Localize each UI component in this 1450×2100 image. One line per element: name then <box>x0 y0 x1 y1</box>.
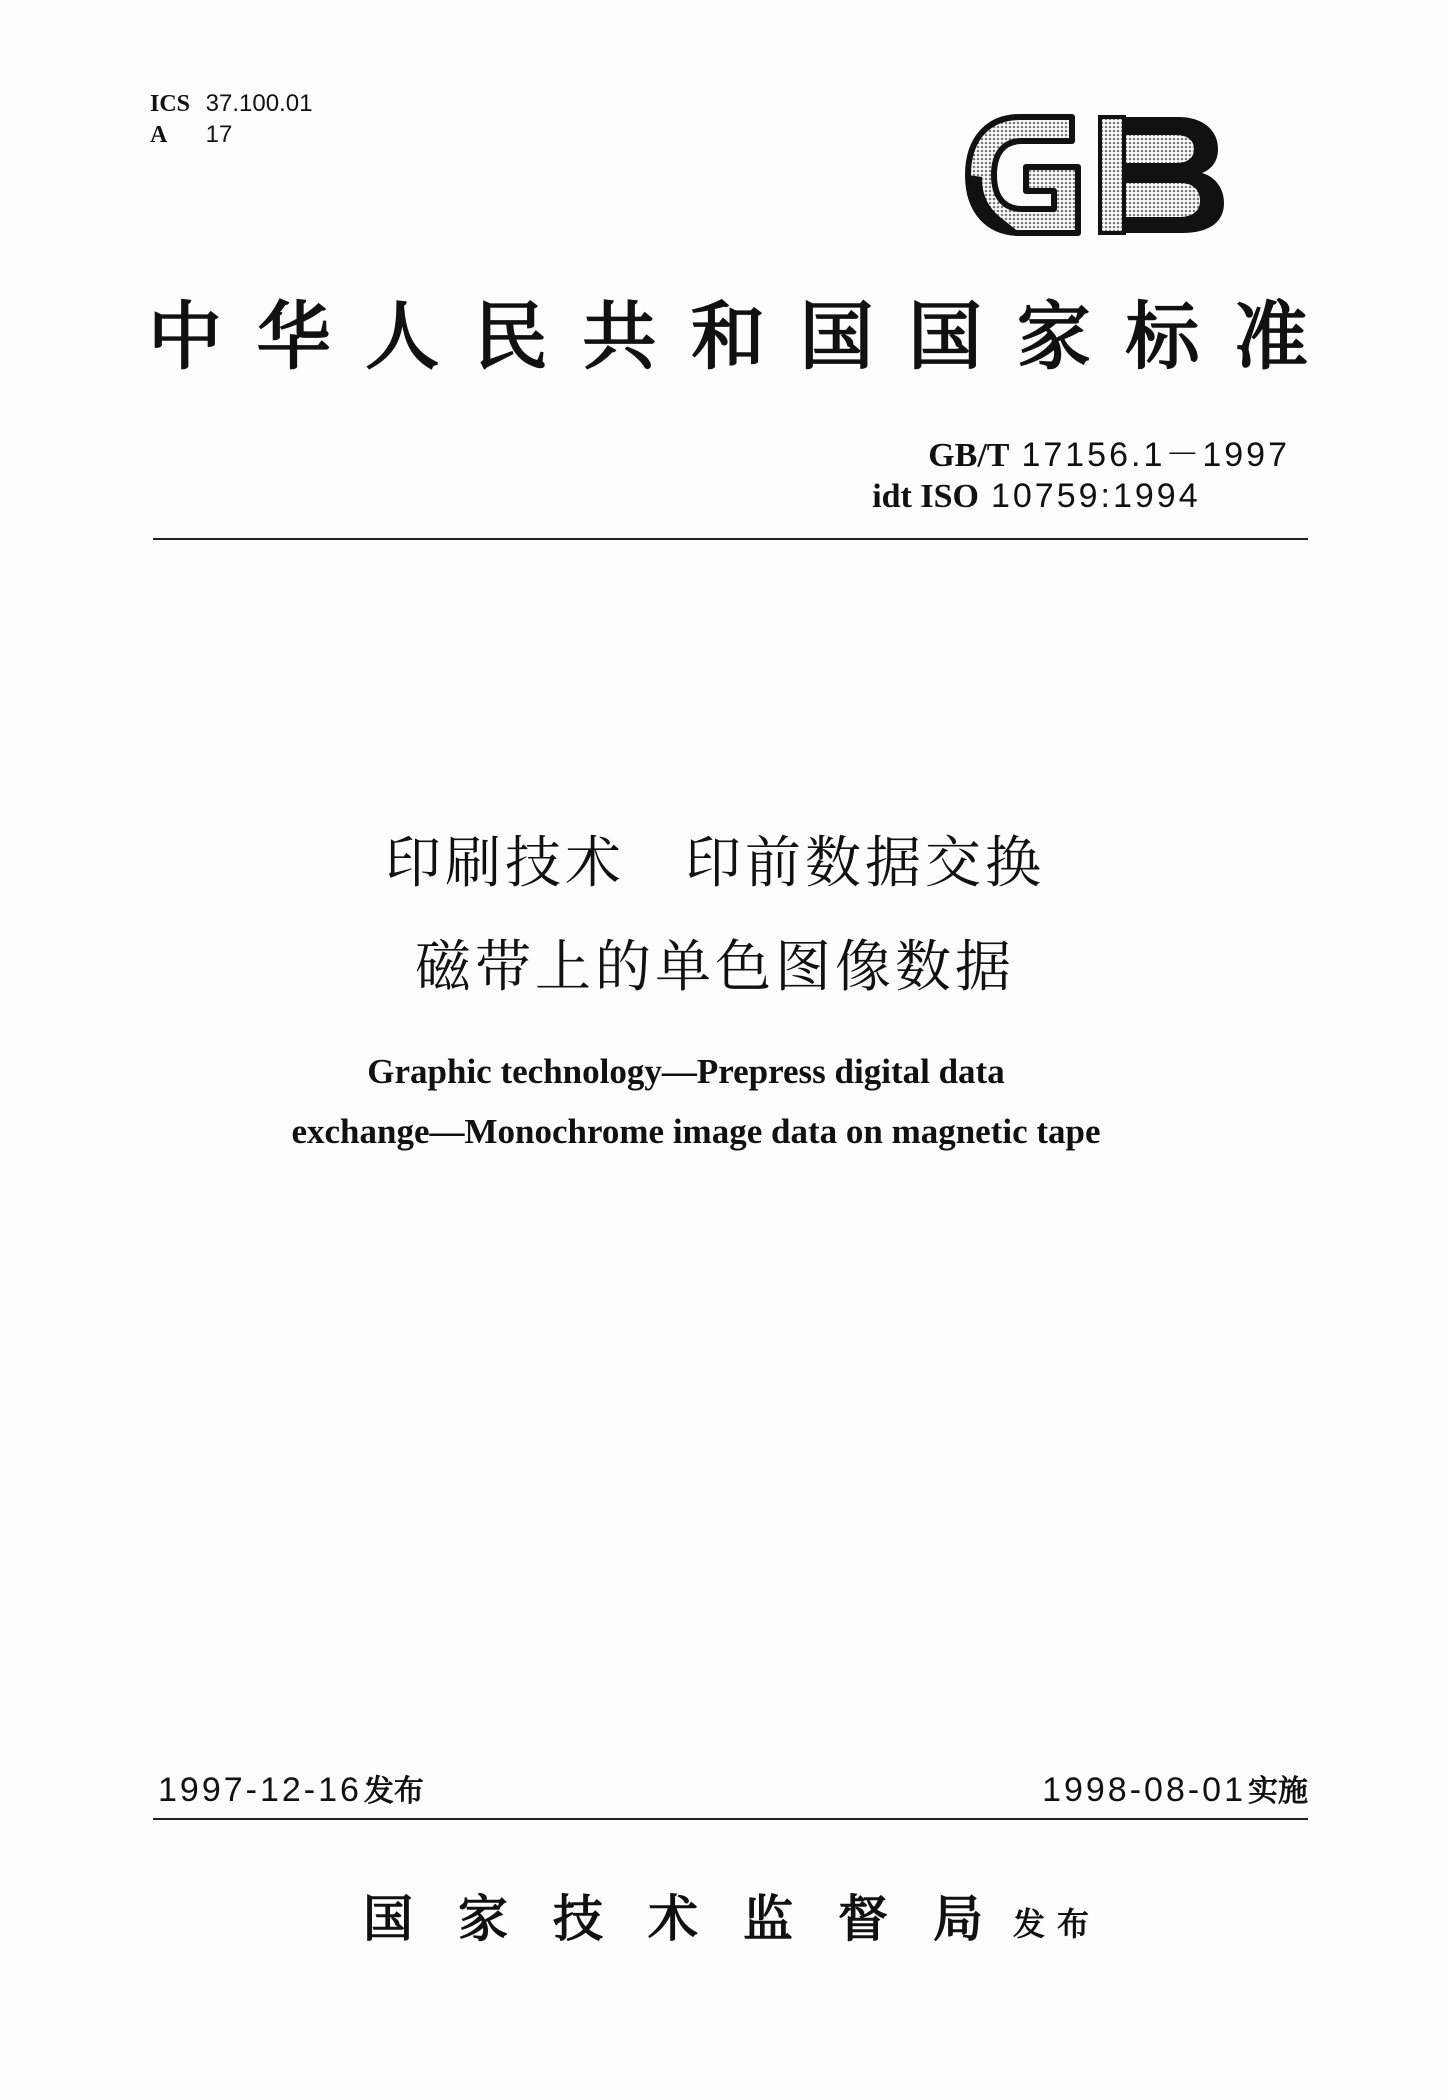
gb-logo <box>960 105 1230 245</box>
chinese-title-line-2: 磁带上的单色图像数据 <box>415 935 1015 1000</box>
publisher-suffix: 发布 <box>1013 1905 1102 1943</box>
heading-char: 准 <box>1233 294 1308 380</box>
effective-date-label: 实施 <box>1248 1774 1308 1809</box>
iso-prefix: idt ISO <box>872 478 979 515</box>
heading-char: 民 <box>473 294 548 380</box>
publisher-char: 术 <box>648 1889 698 1948</box>
publisher-organization <box>363 1886 983 1952</box>
effective-date-value: 1998-08-01 <box>1042 1771 1246 1809</box>
heading-char: 国 <box>908 294 983 380</box>
heading-char: 中 <box>148 294 222 380</box>
gbt-number: 17156.1－1997 <box>1021 436 1290 474</box>
publisher-char: 技 <box>553 1889 603 1948</box>
heading-char: 家 <box>1016 294 1091 380</box>
publisher-char: 家 <box>458 1889 508 1948</box>
publisher <box>363 1886 1163 1956</box>
logo-letter-g <box>968 117 1078 233</box>
chinese-title <box>0 812 1450 1020</box>
heading-char: 和 <box>690 294 765 380</box>
effective-date <box>1042 1768 1308 1814</box>
logo-letter-b <box>1100 117 1224 233</box>
iso-number: 10759:1994 <box>990 477 1201 515</box>
heading-char: 国 <box>799 294 874 380</box>
heading-char: 标 <box>1125 294 1200 380</box>
publisher-char: 国 <box>363 1889 413 1948</box>
issue-date-label: 发布 <box>363 1774 424 1809</box>
ics-label: ICS <box>150 91 191 117</box>
publisher-char: 督 <box>838 1889 888 1948</box>
iso-number-row <box>872 476 1290 517</box>
bottom-divider <box>153 1818 1308 1820</box>
heading-char: 共 <box>582 294 657 380</box>
gbt-prefix: GB/T <box>928 437 1010 474</box>
dates-row <box>158 1768 1308 1812</box>
chinese-title-line-1: 印刷技术 印前数据交换 <box>385 831 1045 896</box>
ics-code-row <box>150 88 312 119</box>
english-title-line-2: exchange—Monochrome image data on magnetic tape <box>291 1112 1101 1151</box>
classification-value: 17 <box>205 121 233 148</box>
gbt-number-row <box>928 435 1290 476</box>
classification-codes <box>150 88 312 150</box>
english-title <box>0 1042 1450 1162</box>
issue-date-value: 1997-12-16 <box>158 1771 362 1809</box>
national-standard-heading <box>148 292 1308 382</box>
standard-numbers <box>872 435 1290 517</box>
issue-date <box>158 1768 424 1814</box>
publisher-char: 局 <box>933 1889 983 1948</box>
classification-label: A <box>150 122 168 148</box>
publisher-char: 监 <box>743 1889 793 1948</box>
english-title-line-1: Graphic technology—Prepress digital data <box>367 1052 1005 1091</box>
top-divider <box>153 538 1308 540</box>
classification-row <box>150 119 312 150</box>
heading-char: 华 <box>256 294 331 380</box>
heading-char: 人 <box>365 294 440 380</box>
ics-value: 37.100.01 <box>205 90 313 117</box>
